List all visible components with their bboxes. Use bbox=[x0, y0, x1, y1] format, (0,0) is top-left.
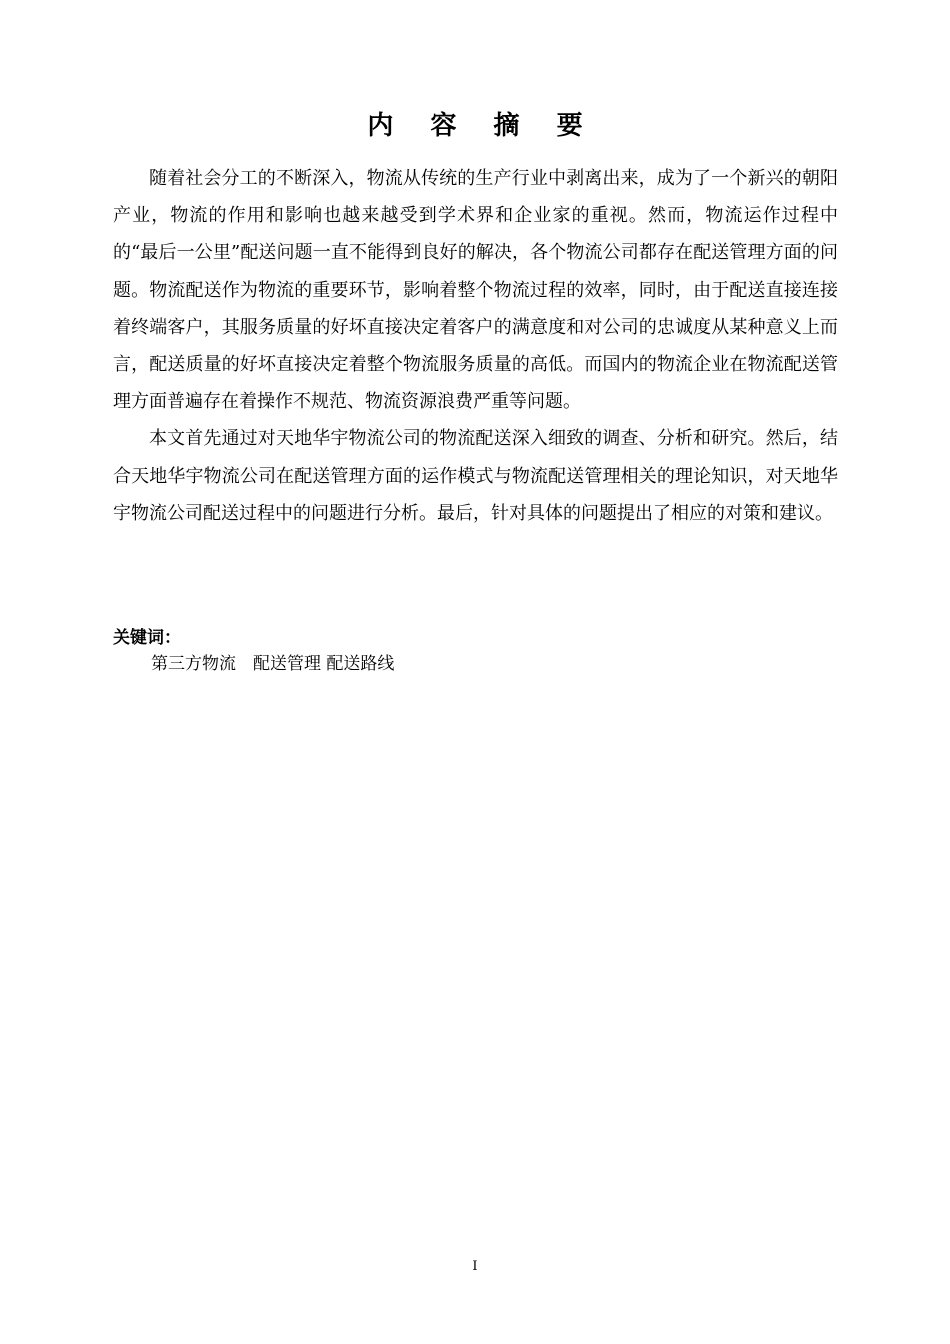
abstract-paragraph-2: 本文首先通过对天地华宇物流公司的物流配送深入细致的调查、分析和研究。然后，结合天地华宇物流公司在配送管理方面的运作模式与物流配送管理相关的理论知识，对天地华宇物流公司配送过程中的问题进行分析。最后，针对具体的问题提出了相应的对策和建议。 bbox=[113, 428, 838, 524]
page-title: 内 容 摘 要 bbox=[367, 111, 597, 141]
keywords-section bbox=[113, 625, 838, 677]
keywords-list: 第三方物流 配送管理 配送路线 bbox=[151, 654, 395, 674]
abstract-paragraph-1: 随着社会分工的不断深入，物流从传统的生产行业中剥离出来，成为了一个新兴的朝阳产业，物流的作用和影响也越来越受到学术界和企业家的重视。然而，物流运作过程中的“最后一公里”配送问题一直不能得到良好的解决，各个物流公司都存在配送管理方面的问题。物流配送作为物流的重要环节，影响着整个物流过程的效率，同时，由于配送直接连接着终端客户，其服务质量的好坏直接决定着客户的满意度和对公司的忠诚度从某种意义上而言，配送质量的好坏直接决定着整个物流服务质量的高低。而国内的物流企业在物流配送管理方面普遍存在着操作不规范、物流资源浪费严重等问题。 bbox=[113, 168, 838, 413]
page-number: I bbox=[472, 1259, 478, 1274]
abstract-body bbox=[113, 160, 838, 532]
keywords-label: 关键词： bbox=[113, 628, 181, 648]
